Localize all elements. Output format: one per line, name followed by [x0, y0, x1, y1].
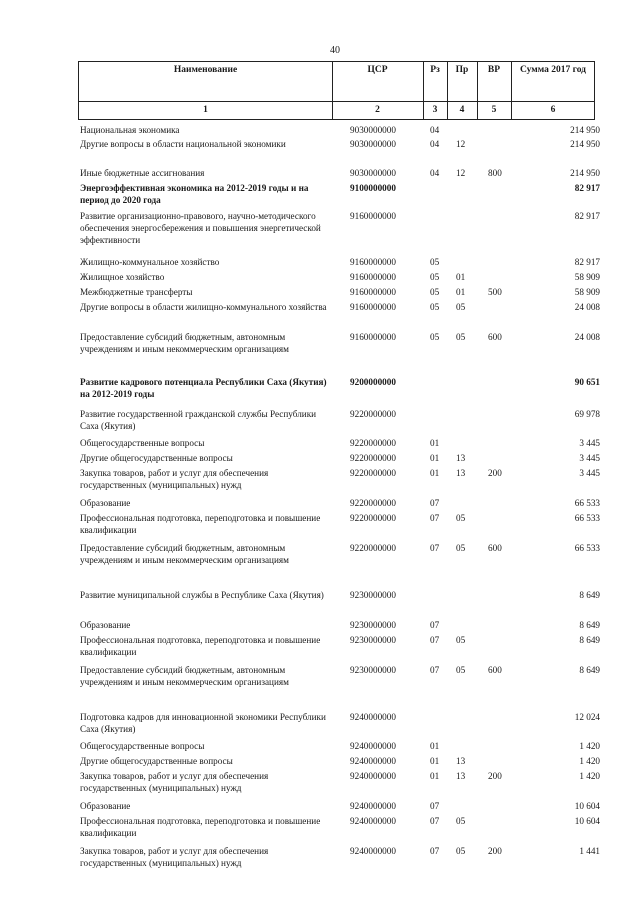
- row-name: Закупка товаров, работ и услуг для обеспечения государственных (муниципальных) нужд: [80, 846, 269, 868]
- row-csr: 9220000000: [350, 468, 396, 478]
- header-name: Наименование: [173, 65, 238, 75]
- row-csr: 9240000000: [350, 816, 396, 826]
- row-pr: 05: [456, 332, 466, 342]
- row-csr: 9160000000: [350, 272, 396, 282]
- header-csr: ЦСР: [367, 65, 388, 75]
- row-rz: 04: [430, 139, 440, 149]
- header-num-6: 6: [550, 105, 556, 115]
- row-sum: 8 649: [579, 665, 600, 675]
- row-csr: 9240000000: [350, 771, 396, 781]
- row-name: Развитие государственной гражданской службы Республики Саха (Якутия): [80, 409, 317, 431]
- row-sum: 66 533: [574, 513, 600, 523]
- row-csr: 9230000000: [350, 590, 396, 600]
- row-name: Предоставление субсидий бюджетным, автономным учреждениям и иным некоммерческим организациям: [80, 665, 289, 687]
- header-num-5: 5: [491, 105, 497, 115]
- row-pr: 01: [456, 272, 466, 282]
- row-rz: 05: [430, 287, 440, 297]
- row-name: Развитие кадрового потенциала Республики Саха (Якутия) на 2012-2019 годы: [80, 377, 327, 399]
- row-name: Другие общегосударственные вопросы: [80, 756, 233, 766]
- row-name: Образование: [80, 801, 131, 811]
- header-rz: Рз: [430, 65, 440, 75]
- row-name: Образование: [80, 498, 131, 508]
- row-sum: 214 950: [570, 139, 600, 149]
- row-csr: 9030000000: [350, 168, 396, 178]
- row-vr: 600: [488, 665, 502, 675]
- row-pr: 05: [456, 513, 466, 523]
- row-csr: 9030000000: [350, 125, 396, 135]
- page-number: 40: [330, 45, 340, 56]
- row-sum: 58 909: [574, 272, 600, 282]
- row-vr: 500: [488, 287, 502, 297]
- header-num-3: 3: [432, 105, 438, 115]
- row-csr: 9240000000: [350, 846, 396, 856]
- row-name: Образование: [80, 620, 131, 630]
- row-pr: 05: [456, 302, 466, 312]
- row-rz: 05: [430, 332, 440, 342]
- row-pr: 13: [456, 756, 466, 766]
- row-sum: 8 649: [579, 635, 600, 645]
- row-pr: 05: [456, 543, 466, 553]
- row-csr: 9240000000: [350, 801, 396, 811]
- row-sum: 24 008: [574, 302, 600, 312]
- row-sum: 58 909: [574, 287, 600, 297]
- row-csr: 9160000000: [350, 211, 396, 221]
- row-csr: 9240000000: [350, 741, 396, 751]
- row-csr: 9230000000: [350, 665, 396, 675]
- row-sum: 3 445: [579, 438, 600, 448]
- row-sum: 214 950: [570, 168, 600, 178]
- row-rz: 07: [430, 543, 440, 553]
- row-sum: 1 441: [579, 846, 600, 856]
- row-sum: 90 651: [574, 377, 600, 387]
- row-sum: 1 420: [579, 771, 600, 781]
- row-csr: 9160000000: [350, 257, 396, 267]
- row-rz: 07: [430, 498, 440, 508]
- row-csr: 9220000000: [350, 438, 396, 448]
- row-rz: 07: [430, 635, 440, 645]
- row-rz: 01: [430, 468, 440, 478]
- row-name: Другие вопросы в области национальной экономики: [80, 139, 286, 149]
- row-name: Развитие муниципальной службы в Республике Саха (Якутия): [80, 590, 324, 600]
- row-rz: 01: [430, 453, 440, 463]
- row-name: Энергоэффективная экономика на 2012-2019 годы и на период до 2020 года: [80, 183, 309, 205]
- row-csr: 9220000000: [350, 453, 396, 463]
- row-pr: 12: [456, 139, 466, 149]
- row-name: Общегосударственные вопросы: [80, 741, 205, 751]
- row-sum: 10 604: [574, 816, 600, 826]
- row-name: Иные бюджетные ассигнования: [80, 168, 205, 178]
- row-vr: 200: [488, 468, 502, 478]
- row-sum: 3 445: [579, 468, 600, 478]
- row-csr: 9240000000: [350, 712, 396, 722]
- row-pr: 13: [456, 468, 466, 478]
- row-rz: 04: [430, 168, 440, 178]
- row-pr: 12: [456, 168, 466, 178]
- row-sum: 66 533: [574, 498, 600, 508]
- row-pr: 13: [456, 453, 466, 463]
- row-csr: 9030000000: [350, 139, 396, 149]
- row-rz: 07: [430, 665, 440, 675]
- row-sum: 1 420: [579, 741, 600, 751]
- row-name: Профессиональная подготовка, переподготовка и повышение квалификации: [80, 513, 321, 535]
- header-pr: Пр: [455, 65, 469, 75]
- row-name: Национальная экономика: [80, 125, 180, 135]
- row-name: Другие вопросы в области жилищно-коммунального хозяйства: [80, 302, 327, 312]
- row-csr: 9160000000: [350, 287, 396, 297]
- header-num-2: 2: [375, 105, 380, 115]
- row-rz: 05: [430, 257, 440, 267]
- row-name: Профессиональная подготовка, переподготовка и повышение квалификации: [80, 635, 321, 657]
- row-pr: 05: [456, 665, 466, 675]
- row-csr: 9160000000: [350, 332, 396, 342]
- row-csr: 9100000000: [350, 183, 396, 193]
- row-name: Межбюджетные трансферты: [80, 287, 193, 297]
- row-rz: 01: [430, 756, 440, 766]
- row-name: Другие общегосударственные вопросы: [80, 453, 233, 463]
- row-pr: 05: [456, 846, 466, 856]
- row-sum: 24 008: [574, 332, 600, 342]
- row-name: Подготовка кадров для инновационной экономики Республики Саха (Якутия): [80, 712, 326, 734]
- row-rz: 07: [430, 513, 440, 523]
- row-csr: 9230000000: [350, 635, 396, 645]
- row-rz: 07: [430, 816, 440, 826]
- row-sum: 3 445: [579, 453, 600, 463]
- row-rz: 05: [430, 302, 440, 312]
- row-rz: 07: [430, 801, 440, 811]
- row-rz: 07: [430, 846, 440, 856]
- row-name: Предоставление субсидий бюджетным, автономным учреждениям и иным некоммерческим организациям: [80, 543, 289, 565]
- row-sum: 12 024: [574, 712, 600, 722]
- row-csr: 9220000000: [350, 498, 396, 508]
- row-vr: 600: [488, 332, 502, 342]
- row-name: Предоставление субсидий бюджетным, автономным учреждениям и иным некоммерческим организациям: [80, 332, 289, 354]
- row-rz: 01: [430, 771, 440, 781]
- row-pr: 13: [456, 771, 466, 781]
- row-sum: 1 420: [579, 756, 600, 766]
- row-vr: 600: [488, 543, 502, 553]
- header-sum: Сумма 2017 год: [520, 65, 586, 75]
- row-rz: 07: [430, 620, 440, 630]
- row-sum: 82 917: [574, 211, 600, 221]
- row-name: Закупка товаров, работ и услуг для обеспечения государственных (муниципальных) нужд: [80, 468, 269, 490]
- row-name: Общегосударственные вопросы: [80, 438, 205, 448]
- row-csr: 9240000000: [350, 756, 396, 766]
- row-sum: 214 950: [570, 125, 600, 135]
- row-sum: 66 533: [574, 543, 600, 553]
- row-sum: 10 604: [574, 801, 600, 811]
- header-vr: ВР: [487, 65, 501, 75]
- row-vr: 800: [488, 168, 502, 178]
- row-pr: 01: [456, 287, 466, 297]
- row-vr: 200: [488, 846, 502, 856]
- row-sum: 82 917: [574, 257, 600, 267]
- row-sum: 69 978: [574, 409, 600, 419]
- row-rz: 05: [430, 272, 440, 282]
- row-name: Жилищное хозяйство: [80, 272, 165, 282]
- row-sum: 8 649: [579, 620, 600, 630]
- row-csr: 9160000000: [350, 302, 396, 312]
- header-divider: [79, 101, 594, 102]
- row-vr: 200: [488, 771, 502, 781]
- row-name: Закупка товаров, работ и услуг для обеспечения государственных (муниципальных) нужд: [80, 771, 269, 793]
- row-csr: 9220000000: [350, 543, 396, 553]
- row-csr: 9230000000: [350, 620, 396, 630]
- row-name: Профессиональная подготовка, переподготовка и повышение квалификации: [80, 816, 321, 838]
- row-rz: 01: [430, 741, 440, 751]
- header-num-4: 4: [459, 105, 465, 115]
- row-sum: 8 649: [579, 590, 600, 600]
- row-name: Развитие организационно-правового, научно-методического обеспечения энергосбережения и повышения энергетической эффективности: [80, 211, 321, 245]
- row-rz: 04: [430, 125, 440, 135]
- row-csr: 9220000000: [350, 513, 396, 523]
- table-header: [78, 61, 595, 120]
- row-csr: 9200000000: [350, 377, 396, 387]
- row-name: Жилищно-коммунальное хозяйство: [80, 257, 220, 267]
- row-csr: 9220000000: [350, 409, 396, 419]
- row-sum: 82 917: [574, 183, 600, 193]
- row-pr: 05: [456, 635, 466, 645]
- header-num-1: 1: [203, 105, 208, 115]
- row-pr: 05: [456, 816, 466, 826]
- row-rz: 01: [430, 438, 440, 448]
